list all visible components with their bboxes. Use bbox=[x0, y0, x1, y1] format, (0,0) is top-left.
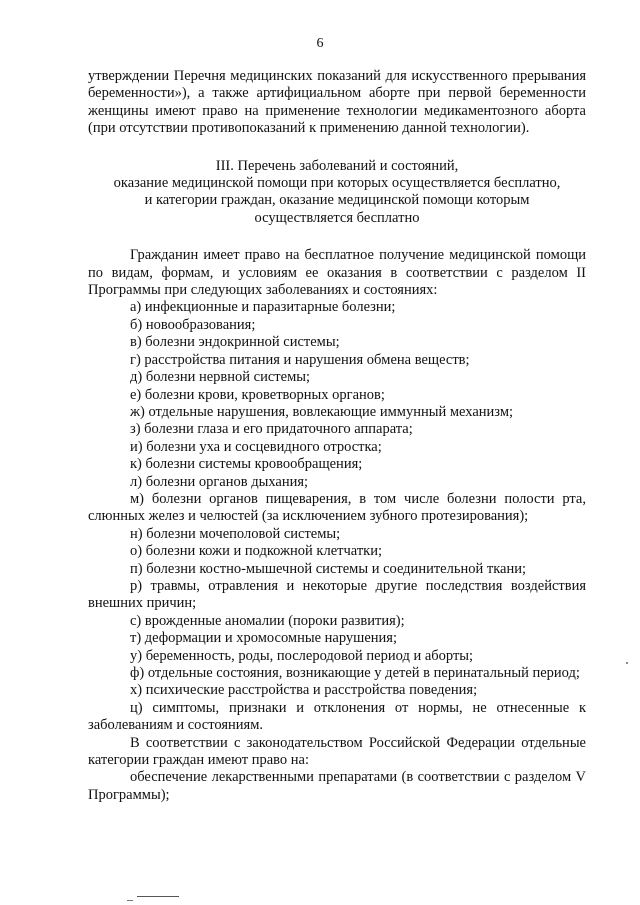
page-number: 6 bbox=[316, 36, 324, 51]
condition-item: с) врожденные аномалии (пороки развития); bbox=[130, 612, 405, 629]
condition-item: т) деформации и хромосомные нарушения; bbox=[130, 630, 397, 647]
condition-item: л) болезни органов дыхания; bbox=[130, 473, 309, 490]
condition-item: ф) отдельные состояния, возникающие у детей в перинатальный период; bbox=[130, 665, 580, 681]
provision-paragraph: обеспечение лекарственными препаратами (в соответствии с разделом V Программы); bbox=[88, 769, 586, 803]
scan-speck bbox=[626, 662, 628, 664]
section-heading-line: осуществляется бесплатно bbox=[254, 209, 420, 226]
condition-item: в) болезни эндокринной системы; bbox=[130, 334, 340, 351]
condition-item: к) болезни системы кровообращения; bbox=[130, 456, 363, 473]
condition-item: з) болезни глаза и его придаточного аппарата; bbox=[130, 421, 413, 438]
intro-paragraph: утверждении Перечня медицинских показаний для искусственного прерывания беременности»), а также артифициальном аборте при первой беременности женщины имеют право на применение технологии медикаментозного аборта (при отсутствии противопоказаний к применению данной технологии). bbox=[88, 68, 586, 137]
condition-item: е) болезни крови, кроветворных органов; bbox=[130, 386, 385, 403]
categories-paragraph: В соответствии с законодательством Российской Федерации отдельные категории граждан имеют право на: bbox=[88, 734, 586, 769]
section-heading bbox=[88, 158, 586, 228]
document-body bbox=[88, 68, 586, 804]
condition-item: п) болезни костно-мышечной системы и соединительной ткани; bbox=[130, 560, 527, 577]
condition-item: х) психические расстройства и расстройства поведения; bbox=[130, 682, 478, 699]
condition-item: ц) симптомы, признаки и отклонения от нормы, не отнесенные к заболеваниям и состояниям. bbox=[88, 699, 586, 734]
section-heading-line: III. Перечень заболеваний и состояний, bbox=[215, 157, 459, 174]
section-heading-line: оказание медицинской помощи при которых осуществляется бесплатно, bbox=[113, 175, 561, 192]
scan-mark bbox=[137, 896, 179, 897]
condition-item: н) болезни мочеполовой системы; bbox=[130, 525, 341, 542]
lead-paragraph: Гражданин имеет право на бесплатное получение медицинской помощи по видам, формам, и условиям ее оказания в соответствии с разделом II Программы при следующих заболеваниях и состояниях: bbox=[88, 247, 586, 299]
condition-item: и) болезни уха и сосцевидного отростка; bbox=[130, 438, 382, 455]
condition-item: а) инфекционные и паразитарные болезни; bbox=[130, 299, 396, 316]
condition-item: о) болезни кожи и подкожной клетчатки; bbox=[130, 543, 383, 560]
condition-item: р) травмы, отравления и некоторые другие последствия воздействия внешних причин; bbox=[88, 577, 586, 612]
condition-item: б) новообразования; bbox=[130, 316, 256, 333]
condition-item: г) расстройства питания и нарушения обмена веществ; bbox=[130, 351, 470, 368]
condition-item: ж) отдельные нарушения, вовлекающие иммунный механизм; bbox=[130, 403, 514, 420]
section-heading-line: и категории граждан, оказание медицинской помощи которым bbox=[144, 192, 530, 209]
conditions-list bbox=[88, 299, 586, 734]
condition-item: д) болезни нервной системы; bbox=[130, 369, 311, 386]
condition-item: м) болезни органов пищеварения, в том числе болезни полости рта, слюнных желез и челюстей (за исключением зубного протезирования); bbox=[88, 490, 586, 525]
condition-item: у) беременность, роды, послеродовой период и аборты; bbox=[130, 647, 474, 664]
